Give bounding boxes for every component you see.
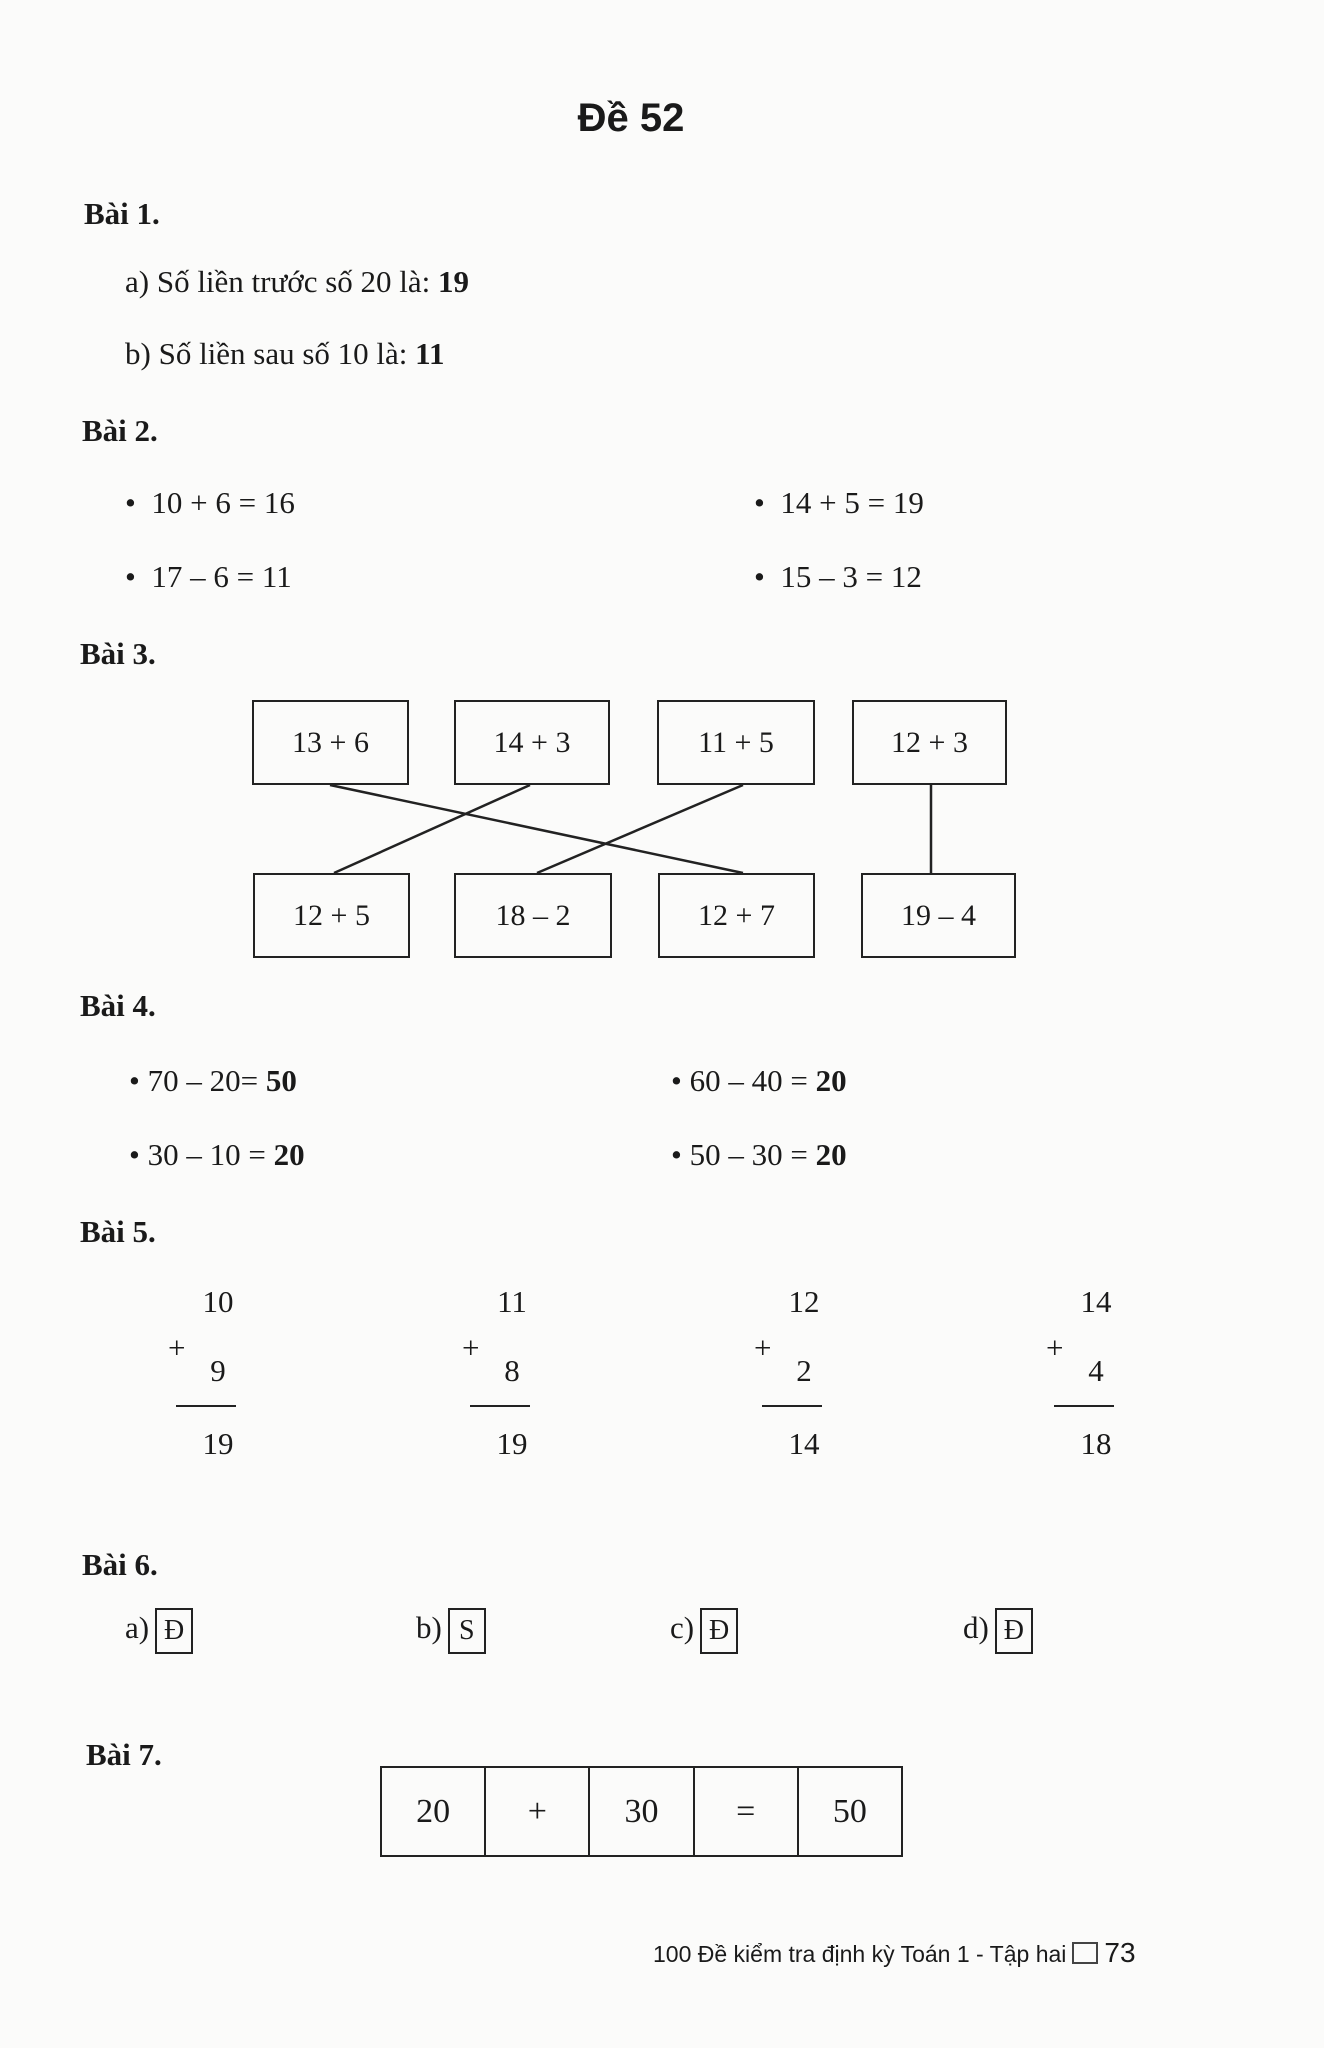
equation-cell: = — [695, 1768, 799, 1855]
equation-table — [380, 1766, 903, 1857]
bai1-b-answer: 11 — [415, 336, 445, 371]
bai2-item: • 17 – 6 = 11 — [125, 559, 292, 594]
bai7-heading: Bài 7. — [86, 1737, 162, 1772]
plus-sign: + — [754, 1330, 772, 1365]
page-title: Đề 52 — [577, 96, 685, 140]
bai6-item — [670, 1608, 738, 1654]
plus-sign: + — [168, 1330, 186, 1365]
plus-sign: + — [462, 1330, 480, 1365]
sum-line — [762, 1405, 822, 1407]
bai4-item: • 30 – 10 = 20 — [129, 1137, 305, 1172]
bai1-a-text: a) Số liền trước số 20 là: — [125, 264, 438, 299]
bai6-item — [125, 1608, 193, 1654]
expr-box-top: 14 + 3 — [454, 700, 610, 785]
addend-top: 12 — [788, 1284, 820, 1319]
book-title: 100 Đề kiểm tra định kỳ Toán 1 - Tập hai — [653, 1941, 1067, 1967]
expr-box-bottom: 12 + 7 — [658, 873, 815, 958]
column-addition — [168, 1284, 248, 1464]
page-footer — [653, 1937, 1136, 1969]
bai4-item: • 60 – 40 = 20 — [671, 1063, 847, 1098]
match-line — [330, 785, 743, 873]
addend-bottom: 2 — [796, 1353, 812, 1388]
addend-top: 11 — [497, 1284, 527, 1319]
equation-cell: + — [486, 1768, 590, 1855]
bai6-label: d) — [963, 1610, 989, 1646]
addend-top: 10 — [202, 1284, 234, 1319]
bai4-heading: Bài 4. — [80, 988, 156, 1023]
true-false-box: Đ — [700, 1608, 738, 1654]
bai4-expr: 70 – 20= — [147, 1063, 266, 1098]
addend-top: 14 — [1080, 1284, 1112, 1319]
addend-bottom: 9 — [210, 1353, 226, 1388]
bai2-item-text: 10 + 6 = 16 — [151, 485, 295, 520]
bai2-item-text: 15 – 3 = 12 — [780, 559, 922, 594]
bai2-item-text: 17 – 6 = 11 — [151, 559, 292, 594]
sum-result: 14 — [788, 1426, 820, 1461]
true-false-box: S — [448, 1608, 486, 1654]
bai4-expr: 30 – 10 = — [147, 1137, 274, 1172]
match-line — [537, 785, 743, 873]
equation-cell: 30 — [590, 1768, 694, 1855]
bai3-heading: Bài 3. — [80, 636, 156, 671]
expr-box-bottom: 19 – 4 — [861, 873, 1016, 958]
bai4-expr: 50 – 30 = — [689, 1137, 816, 1172]
bai6-heading: Bài 6. — [82, 1547, 158, 1582]
bai4-answer: 20 — [273, 1137, 305, 1172]
bai5-heading: Bài 5. — [80, 1214, 156, 1249]
bai4-answer: 20 — [815, 1063, 847, 1098]
sum-result: 18 — [1080, 1426, 1112, 1461]
bai6-label: b) — [416, 1610, 442, 1646]
sum-line — [1054, 1405, 1114, 1407]
sum-line — [176, 1405, 236, 1407]
expr-box-top: 12 + 3 — [852, 700, 1007, 785]
column-addition — [1046, 1284, 1126, 1464]
addend-bottom: 8 — [504, 1353, 520, 1388]
expr-box-top: 11 + 5 — [657, 700, 815, 785]
page-number: 73 — [1104, 1937, 1136, 1968]
bai4-item: • 50 – 30 = 20 — [671, 1137, 847, 1172]
bai2-item: • 14 + 5 = 19 — [754, 485, 924, 520]
equation-cell: 50 — [832, 1792, 867, 1830]
bai1-heading: Bài 1. — [84, 196, 160, 231]
bai6-label: c) — [670, 1610, 695, 1646]
expr-box-bottom: 18 – 2 — [454, 873, 612, 958]
bai2-item: • 10 + 6 = 16 — [125, 485, 295, 520]
sum-result: 19 — [202, 1426, 234, 1461]
bai2-heading: Bài 2. — [82, 413, 158, 448]
column-addition — [754, 1284, 834, 1464]
bai1-a-answer: 19 — [438, 264, 469, 299]
bai4-answer: 20 — [815, 1137, 847, 1172]
bai1-b-text: b) Số liền sau số 10 là: — [125, 336, 416, 371]
bai6-label: a) — [125, 1610, 150, 1646]
bai6-item — [963, 1608, 1033, 1654]
column-addition — [462, 1284, 542, 1464]
true-false-box: Đ — [995, 1608, 1033, 1654]
expr-box-top: 13 + 6 — [252, 700, 409, 785]
expr-box-bottom: 12 + 5 — [253, 873, 410, 958]
equation-cell: 20 — [382, 1768, 486, 1855]
true-false-box: Đ — [155, 1608, 193, 1654]
plus-sign: + — [1046, 1330, 1064, 1365]
bai2-item-text: 14 + 5 = 19 — [780, 485, 924, 520]
sum-result: 19 — [496, 1426, 528, 1461]
bai4-answer: 50 — [265, 1063, 297, 1098]
book-icon — [1072, 1942, 1098, 1964]
bai4-expr: 60 – 40 = — [689, 1063, 816, 1098]
bai2-item: • 15 – 3 = 12 — [754, 559, 922, 594]
bai6-item — [416, 1608, 486, 1654]
addend-bottom: 4 — [1088, 1353, 1104, 1388]
bai4-item: • 70 – 20= 50 — [129, 1063, 297, 1098]
sum-line — [470, 1405, 530, 1407]
match-line — [334, 785, 530, 873]
